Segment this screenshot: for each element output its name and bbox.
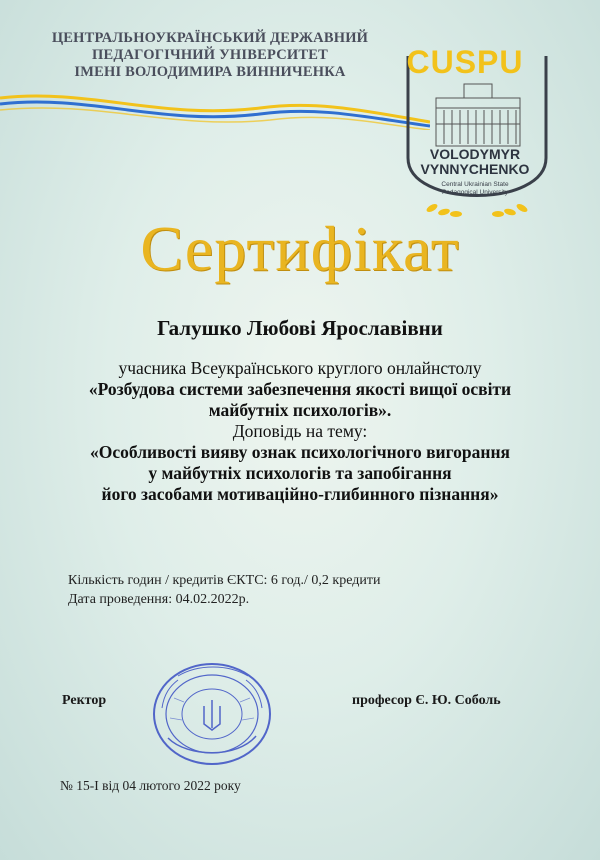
university-name-line3: ІМЕНІ ВОЛОДИМИРА ВИННИЧЕНКА (74, 64, 346, 80)
event-line2: майбутніх психологів». (208, 400, 392, 420)
recipient-name: Галушко Любові Ярославівни (157, 316, 443, 340)
logo-subtitle (420, 181, 530, 197)
logo-acronym: CUSPU (406, 44, 524, 80)
logo-sub-line1: Central Ukrainian State (441, 181, 509, 188)
topic-line2: у майбутніх психологів та запобігання (148, 463, 452, 483)
report-label: Доповідь на тему: (232, 421, 368, 441)
certificate-body (20, 358, 580, 505)
university-name (40, 30, 380, 81)
event-date: Дата проведення: 04.02.2022р. (68, 592, 250, 607)
logo-sub-line2: Pedagogical University (441, 189, 509, 196)
certificate-number: № 15-І від 04 лютого 2022 року (60, 778, 241, 793)
certificate-title: Сертифікат (140, 213, 460, 284)
certificate-info (68, 571, 548, 609)
university-name-line2: ПЕДАГОГІЧНИЙ УНІВЕРСИТЕТ (91, 47, 328, 63)
participant-line: учасника Всеукраїнського круглого онлайнстолу (118, 358, 482, 378)
university-name-line1: ЦЕНТРАЛЬНОУКРАЇНСЬКИЙ ДЕРЖАВНИЙ (51, 30, 369, 46)
flag-wave-decoration (0, 90, 430, 130)
topic-line3: його засобами мотиваційно-глибинного пізнання» (101, 484, 499, 504)
hours-credits: Кількість годин / кредитів ЄКТС: 6 год./ 0,2 кредити (68, 573, 381, 588)
logo-name (405, 147, 545, 177)
logo-name-line2: VYNNYCHENKO (420, 161, 530, 177)
event-line1: «Розбудова системи забезпечення якості вищої освіти (88, 379, 512, 399)
signatory-name: професор Є. Ю. Соболь (352, 693, 501, 708)
topic-line1: «Особливості вияву ознак психологічного вигорання (90, 442, 510, 462)
official-stamp (148, 658, 276, 770)
logo-name-line1: VOLODYMYR (429, 146, 521, 162)
rector-label: Ректор (62, 693, 107, 708)
